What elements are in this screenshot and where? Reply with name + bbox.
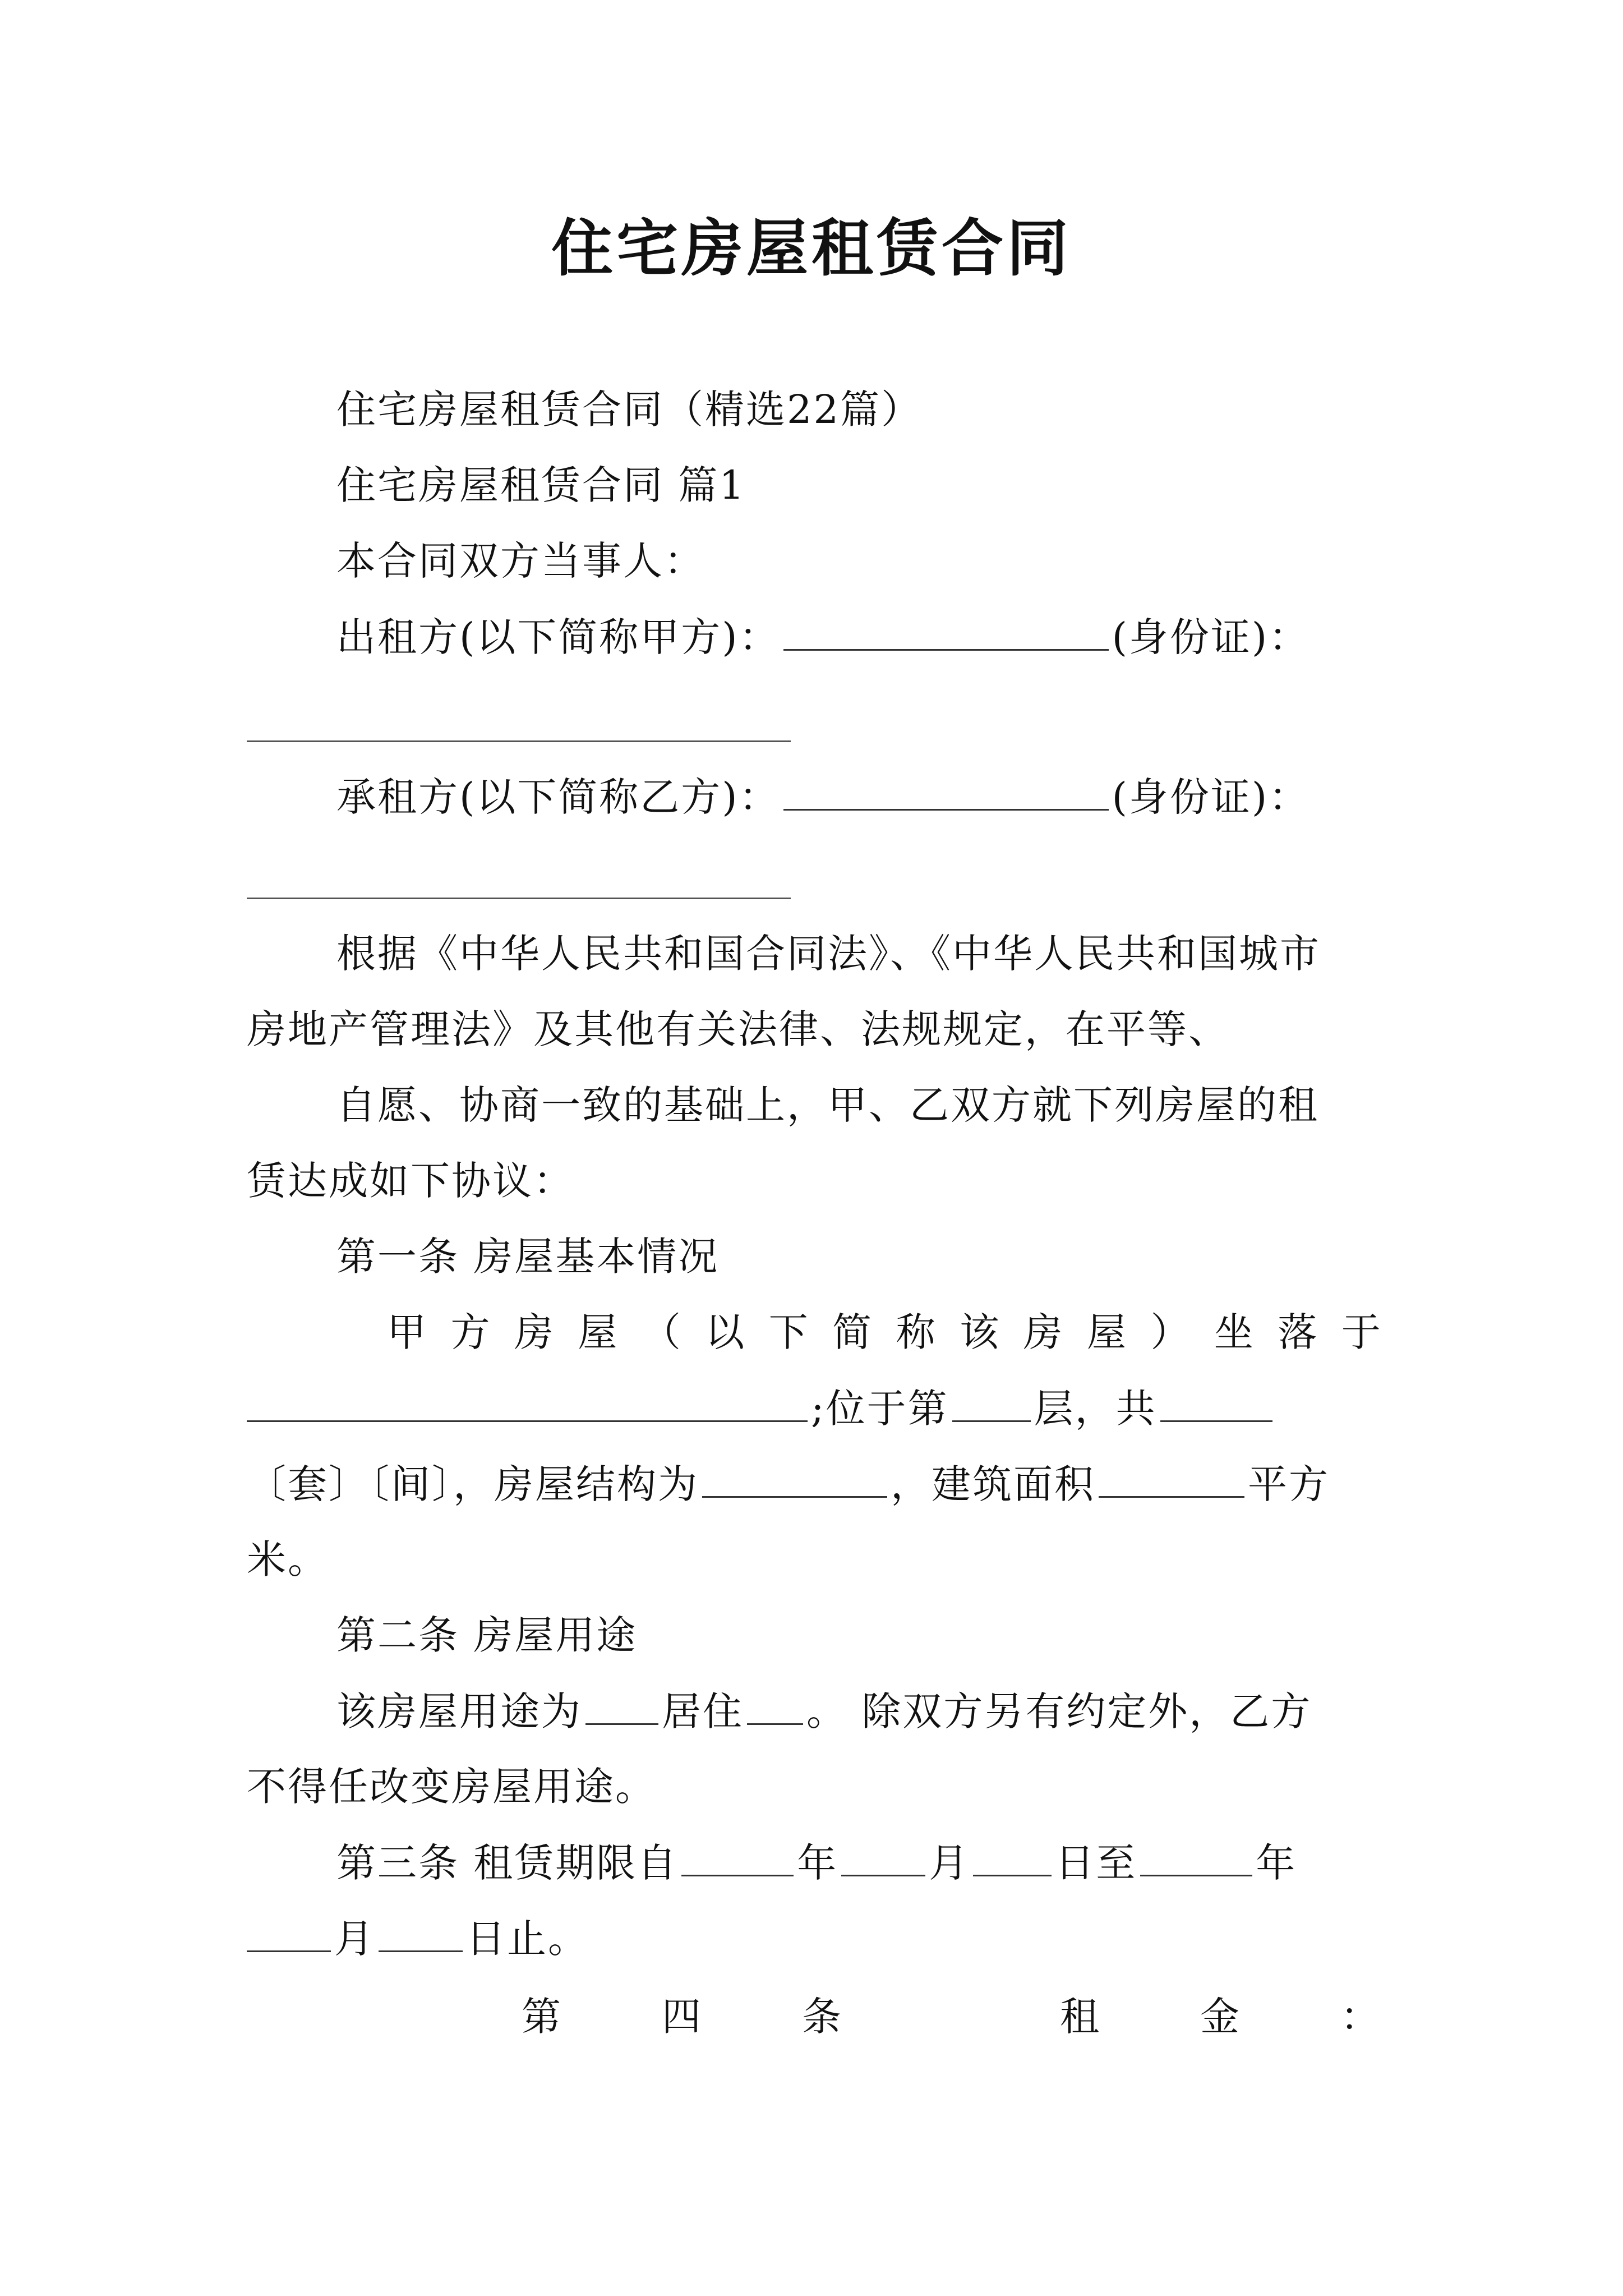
- article1-char: 于: [1341, 1309, 1382, 1355]
- article1-line-2: [247, 1380, 1382, 1437]
- total-floors-blank[interactable]: [1160, 1380, 1272, 1422]
- article1-char: 屋: [578, 1309, 619, 1355]
- floor-blank[interactable]: [952, 1380, 1031, 1422]
- lessor-line: [336, 609, 1382, 665]
- month-label: 月: [929, 1840, 970, 1886]
- start-month-blank[interactable]: [841, 1834, 925, 1876]
- article1-line-4: 米。: [247, 1536, 329, 1582]
- usage-note: 。 除双方另有约定外，乙方: [806, 1688, 1312, 1734]
- lessee-id-blank[interactable]: [247, 898, 791, 899]
- article1-char: 房: [1023, 1309, 1064, 1355]
- usage-value: 居住: [662, 1688, 744, 1734]
- article1-heading: 第一条 房屋基本情况: [336, 1234, 720, 1280]
- start-year-blank[interactable]: [681, 1834, 794, 1876]
- article4-char: 第: [522, 1994, 562, 2040]
- article1-line-1: [387, 1304, 1382, 1360]
- usage-blank-before[interactable]: [585, 1683, 658, 1725]
- lessee-name-blank[interactable]: [783, 769, 1109, 811]
- end-day-label: 日止。: [466, 1916, 589, 1962]
- parties-intro: 本合同双方当事人：: [336, 538, 705, 584]
- article1-char: 简: [832, 1309, 874, 1355]
- article3-line-2: [247, 1910, 1382, 1967]
- article4-char: 租: [1060, 1994, 1101, 2040]
- article1-line-3: [247, 1456, 1382, 1512]
- article1-char: 落: [1278, 1309, 1319, 1355]
- end-day-blank[interactable]: [379, 1910, 463, 1952]
- article4-char: 四: [662, 1994, 703, 2040]
- article1-char: 甲: [387, 1309, 428, 1355]
- end-month-blank[interactable]: [247, 1910, 331, 1952]
- end-month-label: 月: [334, 1916, 375, 1962]
- document-subtitle: 住宅房屋租赁合同（精选22篇）: [336, 386, 923, 432]
- lessor-id-blank[interactable]: [247, 740, 791, 742]
- article2-line-2: 不得任改变房屋用途。: [247, 1764, 656, 1810]
- end-year-blank[interactable]: [1140, 1834, 1252, 1876]
- basis-line-4: 赁达成如下协议：: [247, 1158, 574, 1204]
- usage-label: 该房屋用途为: [336, 1688, 582, 1734]
- address-blank[interactable]: [247, 1380, 808, 1422]
- floor-label: ;位于第: [811, 1386, 949, 1432]
- structure-label: 〔套〕〔间〕，房屋结构为: [247, 1461, 699, 1507]
- article1-char: 坐: [1214, 1309, 1255, 1355]
- basis-line-2: 房地产管理法》及其他有关法律、法规规定，在平等、: [247, 1006, 1229, 1052]
- usage-blank-after[interactable]: [747, 1683, 803, 1725]
- article1-char: （: [641, 1309, 683, 1355]
- lessor-id-label: (身份证)：: [1112, 614, 1310, 660]
- lessee-label: 承租方(以下简称乙方)：: [336, 774, 780, 820]
- term-from-label: 第三条 租赁期限自: [336, 1840, 679, 1886]
- article1-char: 该: [960, 1309, 1001, 1355]
- end-year-label: 年: [1256, 1840, 1297, 1886]
- basis-line-1: 根据《中华人民共和国合同法》、《中华人民共和国城市: [336, 931, 1321, 977]
- structure-blank[interactable]: [702, 1456, 887, 1498]
- article2-line-1: [336, 1683, 1382, 1740]
- area-unit: 平方: [1248, 1461, 1330, 1507]
- article1-char: 房: [514, 1309, 555, 1355]
- area-blank[interactable]: [1099, 1456, 1244, 1498]
- year-label: 年: [797, 1840, 838, 1886]
- article2-heading: 第二条 房屋用途: [336, 1612, 638, 1658]
- article1-char: 以: [705, 1309, 746, 1355]
- lessee-id-label: (身份证)：: [1112, 774, 1310, 820]
- article4-char: ：: [1340, 1994, 1381, 2040]
- article4-char: 条: [802, 1994, 843, 2040]
- article3-line-1: [336, 1834, 1382, 1891]
- article1-char: 称: [896, 1309, 937, 1355]
- article1-char: 屋: [1086, 1309, 1128, 1355]
- document-title: 住宅房屋租赁合同: [551, 212, 1072, 284]
- section-heading: 住宅房屋租赁合同 篇1: [336, 462, 746, 508]
- basis-line-3: 自愿、协商一致的基础上，甲、乙双方就下列房屋的租: [336, 1082, 1319, 1128]
- lessee-line: [336, 769, 1382, 825]
- article4-char: 金: [1200, 1994, 1241, 2040]
- article1-char: 方: [450, 1309, 492, 1355]
- lessor-label: 出租方(以下简称甲方)：: [336, 614, 780, 660]
- start-day-blank[interactable]: [973, 1834, 1052, 1876]
- day-to-label: 日至: [1055, 1840, 1137, 1886]
- article1-char: 下: [768, 1309, 810, 1355]
- area-label: ，建筑面积: [891, 1461, 1095, 1507]
- total-label: 层，共: [1034, 1386, 1157, 1432]
- article1-char: ）: [1150, 1309, 1192, 1355]
- lessor-name-blank[interactable]: [783, 609, 1109, 651]
